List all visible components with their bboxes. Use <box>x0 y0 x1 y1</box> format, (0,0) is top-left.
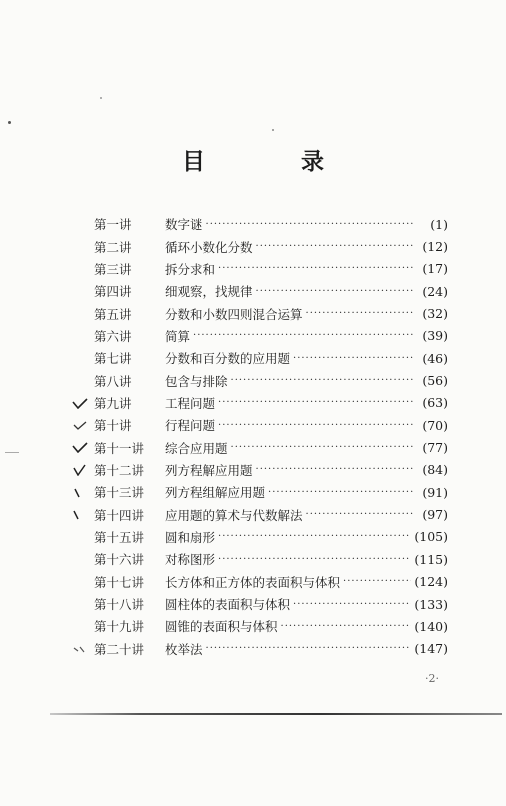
toc-row <box>94 503 448 525</box>
lecture-number: 第十四讲 <box>94 507 145 523</box>
check-mark-icon <box>72 419 88 431</box>
lecture-number: 第四讲 <box>94 284 132 300</box>
toc-row <box>94 325 448 347</box>
page-number: (97) <box>422 507 448 523</box>
page-number: (91) <box>422 484 448 500</box>
page-folio: ·2· <box>425 672 439 685</box>
leader-dots <box>281 621 412 632</box>
scan-speck <box>100 97 102 99</box>
toc-row <box>94 526 448 548</box>
toc-row <box>94 347 448 369</box>
page-number: (12) <box>422 239 448 255</box>
lecture-title: 枚举法 <box>165 641 203 657</box>
leader-dots <box>231 442 415 453</box>
page-number: (147) <box>414 641 448 657</box>
check-mark-icon <box>72 397 88 409</box>
lecture-number: 第十二讲 <box>94 462 145 478</box>
toc-row <box>94 213 448 235</box>
toc-row <box>94 571 448 593</box>
toc-row <box>94 392 448 414</box>
page-number: (133) <box>414 596 448 612</box>
lecture-number: 第十六讲 <box>94 552 145 568</box>
scan-speck <box>5 452 19 453</box>
lecture-number: 第七讲 <box>94 351 132 367</box>
scan-speck <box>272 129 274 131</box>
toc-row <box>94 414 448 436</box>
lecture-number: 第九讲 <box>94 395 132 411</box>
lecture-title: 圆柱体的表面积与体积 <box>165 597 291 613</box>
lecture-number: 第五讲 <box>94 306 132 322</box>
leader-dots <box>306 308 415 319</box>
lecture-title: 循环小数化分数 <box>165 239 253 255</box>
toc-row <box>94 258 448 280</box>
lecture-title: 数字谜 <box>165 217 203 233</box>
lecture-title: 对称图形 <box>165 552 216 568</box>
page-number: (70) <box>422 417 448 433</box>
check-mark-icon <box>72 486 88 498</box>
leader-dots <box>218 397 415 408</box>
lecture-title: 分数和小数四则混合运算 <box>165 306 303 322</box>
lecture-title: 长方体和正方体的表面积与体积 <box>165 574 341 590</box>
page-number: (77) <box>422 440 448 456</box>
page-number: (115) <box>414 551 448 567</box>
toc-row <box>94 638 448 660</box>
lecture-title: 简算 <box>165 328 191 344</box>
lecture-number: 第一讲 <box>94 217 132 233</box>
page-number: (105) <box>414 529 448 545</box>
lecture-number: 第十三讲 <box>94 485 145 501</box>
leader-dots <box>293 599 411 610</box>
lecture-title: 综合应用题 <box>165 440 228 456</box>
page-number: (17) <box>422 261 448 277</box>
page-number: (24) <box>422 283 448 299</box>
lecture-number: 第十讲 <box>94 418 132 434</box>
page-number: (140) <box>414 618 448 634</box>
leader-dots <box>256 464 415 475</box>
lecture-number: 第十九讲 <box>94 619 145 635</box>
lecture-title: 圆锥的表面积与体积 <box>165 619 278 635</box>
toc-row <box>94 615 448 637</box>
check-mark-icon <box>72 464 88 476</box>
lecture-title: 细观察，找规律 <box>165 284 253 300</box>
leader-dots <box>218 263 415 274</box>
leader-dots <box>218 420 415 431</box>
page-title: 目 录 <box>181 148 368 175</box>
lecture-title: 行程问题 <box>165 418 216 434</box>
lecture-number: 第十五讲 <box>94 529 145 545</box>
page-number: (46) <box>422 350 448 366</box>
toc-row <box>94 459 448 481</box>
lecture-title: 分数和百分数的应用题 <box>165 351 291 367</box>
page-number: (32) <box>422 306 448 322</box>
lecture-title: 应用题的算术与代数解法 <box>165 507 303 523</box>
toc-row <box>94 548 448 570</box>
leader-dots <box>293 353 415 364</box>
leader-dots <box>206 219 415 230</box>
lecture-title: 包含与排除 <box>165 373 228 389</box>
lecture-number: 第十一讲 <box>94 440 145 456</box>
page-number: (1) <box>430 216 448 232</box>
lecture-number: 第十八讲 <box>94 597 145 613</box>
page-number: (84) <box>422 462 448 478</box>
leader-dots <box>256 241 415 252</box>
toc-row <box>94 369 448 391</box>
leader-dots <box>343 576 411 587</box>
page-number: (56) <box>422 373 448 389</box>
lecture-title: 拆分求和 <box>165 261 216 277</box>
lecture-title: 工程问题 <box>165 395 216 411</box>
toc-row <box>94 302 448 324</box>
lecture-number: 第二讲 <box>94 239 132 255</box>
scan-speck <box>8 121 11 124</box>
toc-row <box>94 436 448 458</box>
page-number: (63) <box>422 395 448 411</box>
lecture-title: 列方程组解应用题 <box>165 485 266 501</box>
lecture-number: 第八讲 <box>94 373 132 389</box>
leader-dots <box>218 554 411 565</box>
toc-row <box>94 481 448 503</box>
bottom-rule <box>50 713 502 715</box>
page-number: (124) <box>414 574 448 590</box>
lecture-number: 第十七讲 <box>94 574 145 590</box>
leader-dots <box>256 286 415 297</box>
lecture-number: 第二十讲 <box>94 641 145 657</box>
check-mark-icon <box>72 508 88 520</box>
page-number: (39) <box>422 328 448 344</box>
toc-row <box>94 593 448 615</box>
leader-dots <box>268 487 415 498</box>
toc-row <box>94 280 448 302</box>
lecture-title: 列方程解应用题 <box>165 462 253 478</box>
leader-dots <box>231 375 415 386</box>
leader-dots <box>218 531 411 542</box>
lecture-title: 圆和扇形 <box>165 529 216 545</box>
leader-dots <box>306 509 415 520</box>
leader-dots <box>193 330 415 341</box>
lecture-number: 第三讲 <box>94 261 132 277</box>
leader-dots <box>206 643 412 654</box>
toc-row <box>94 235 448 257</box>
lecture-number: 第六讲 <box>94 328 132 344</box>
check-mark-icon <box>72 441 88 453</box>
table-of-contents <box>94 213 448 660</box>
check-mark-icon <box>72 643 88 655</box>
